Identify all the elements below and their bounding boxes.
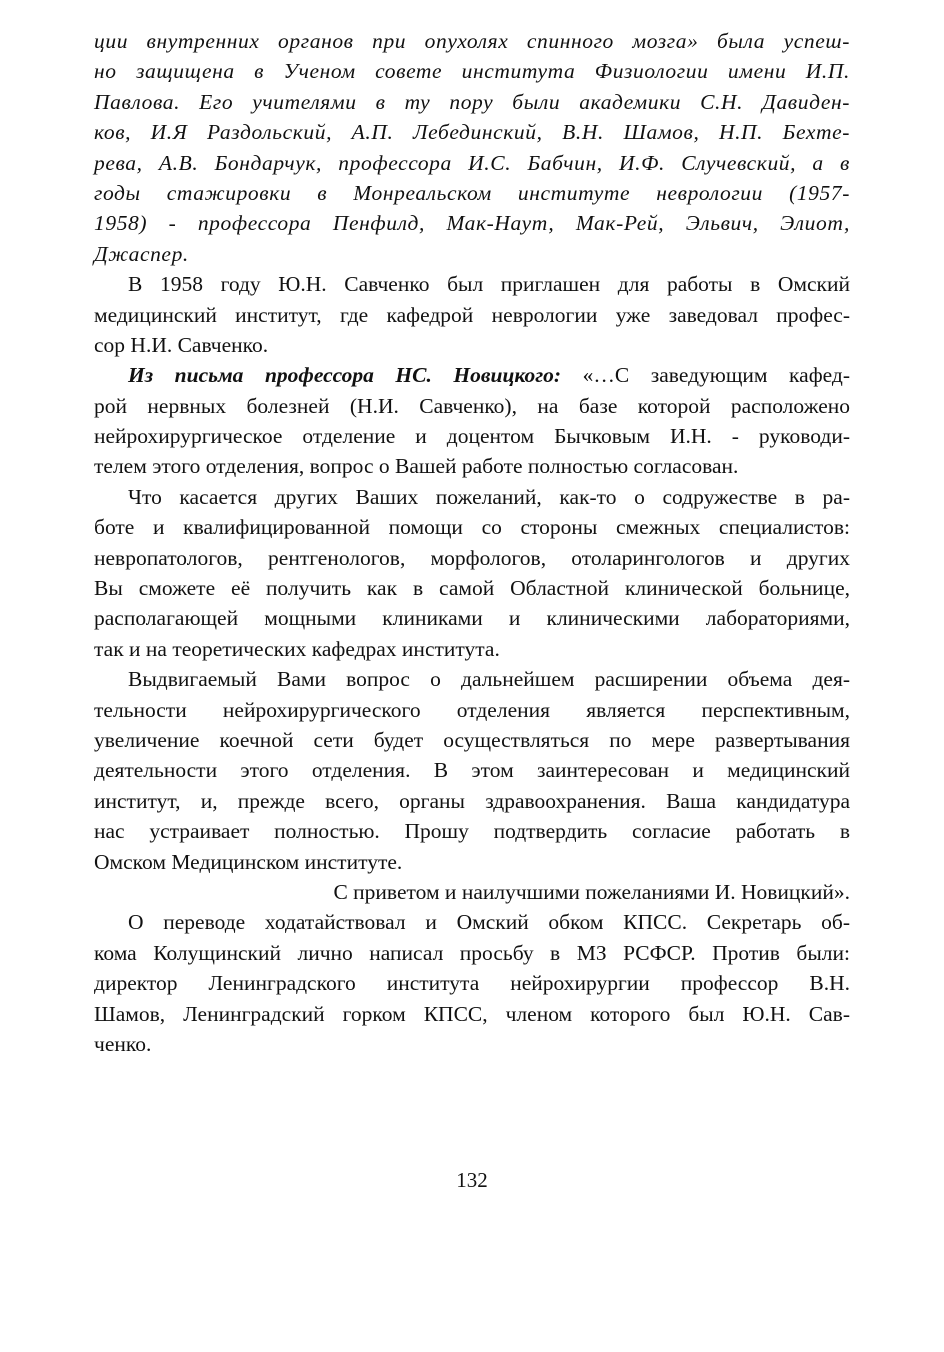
text-line: Павлова. Его учителями в ту пору были академики С.Н. Давиден-: [94, 89, 850, 114]
text-line: ков, И.Я Раздольский, А.П. Лебединский, В.Н. Шамов, Н.П. Бехте-: [94, 120, 850, 145]
italic-continuation-paragraph: [94, 26, 850, 269]
text-line: рева, А.В. Бондарчук, профессора И.С. Бабчин, И.Ф. Случевский, а в: [94, 150, 850, 175]
page-number: 132: [456, 1168, 488, 1192]
text-line: сор Н.И. Савченко.: [94, 332, 269, 357]
text-line: тельности нейрохирургического отделения является перспективным,: [94, 697, 850, 722]
text-line: медицинский институт, где кафедрой неврологии уже заведовал профес-: [94, 302, 850, 327]
text-line: телем этого отделения, вопрос о Вашей работе полностью согласован.: [94, 454, 739, 479]
text-line: кома Колущинский лично написал просьбу в МЗ РСФСР. Против были:: [94, 940, 850, 965]
text-line: боте и квалифицированной помощи со стороны смежных специалистов:: [94, 515, 850, 540]
text-line: О переводе ходатайствовал и Омский обком КПСС. Секретарь об-: [128, 910, 850, 935]
text-line: невропатологов, рентгенологов, морфологов, отоларингологов и других: [94, 545, 850, 570]
page-body: [94, 26, 850, 1059]
paragraph-transfer: [94, 907, 850, 1059]
text-line: но защищена в Ученом совете института Физиологии имени И.П.: [94, 59, 850, 84]
letter-paragraph-2: [94, 482, 850, 664]
text-line: нейрохирургическое отделение и доцентом Бычковым И.Н. - руководи-: [94, 424, 850, 449]
letter-heading: Из письма профессора НС. Новицкого:: [128, 363, 562, 388]
paragraph-1958-invitation: [94, 269, 850, 360]
text-line: 1958) - профессора Пенфилд, Мак-Наут, Мак-Рей, Эльвич, Элиот,: [94, 211, 850, 236]
text-line: деятельности этого отделения. В этом заинтересован и медицинский: [94, 758, 850, 783]
text-line: ченко.: [94, 1031, 152, 1056]
text-line: Омском Медицинском институте.: [94, 849, 403, 874]
text-line: Шамов, Ленинградский горком КПСС, членом которого был Ю.Н. Сав-: [94, 1001, 850, 1026]
text-line: институт, и, прежде всего, органы здравоохранения. Ваша кандидатура: [94, 788, 850, 813]
letter-signature: [94, 877, 850, 907]
letter-paragraph-3: [94, 664, 850, 877]
letter-paragraph-1: [94, 360, 850, 482]
signature-line: С приветом и наилучшими пожеланиями И. Новицкий».: [333, 879, 850, 904]
text-line: увеличение коечной сети будет осуществляться по мере развертывания: [94, 727, 850, 752]
text-line: Вы сможете её получить как в самой Областной клинической больнице,: [94, 576, 850, 601]
letter-opening: «…С заведующим кафед-: [582, 363, 850, 388]
text-line: ции внутренних органов при опухолях спинного мозга» была успеш-: [94, 29, 850, 53]
text-line: В 1958 году Ю.Н. Савченко был приглашен для работы в Омский: [128, 272, 850, 297]
text-line: нас устраивает полностью. Прошу подтвердить согласие работать в: [94, 819, 850, 844]
text-line: Что касается других Ваших пожеланий, как-то о содружестве в ра-: [128, 484, 850, 509]
text-line: рой нервных болезней (Н.И. Савченко), на базе которой расположено: [94, 393, 850, 418]
text-line: располагающей мощными клиниками и клиническими лабораториями,: [94, 606, 850, 631]
text-line: так и на теоретических кафедрах института.: [94, 636, 500, 661]
text-line: [94, 360, 850, 390]
text-line: Выдвигаемый Вами вопрос о дальнейшем расширении объема дея-: [128, 667, 850, 692]
text-line: директор Ленинградского института нейрохирургии профессор В.Н.: [94, 971, 850, 996]
text-line: годы стажировки в Монреальском институте неврологии (1957-: [94, 180, 850, 205]
text-line: Джаспер.: [94, 241, 189, 266]
